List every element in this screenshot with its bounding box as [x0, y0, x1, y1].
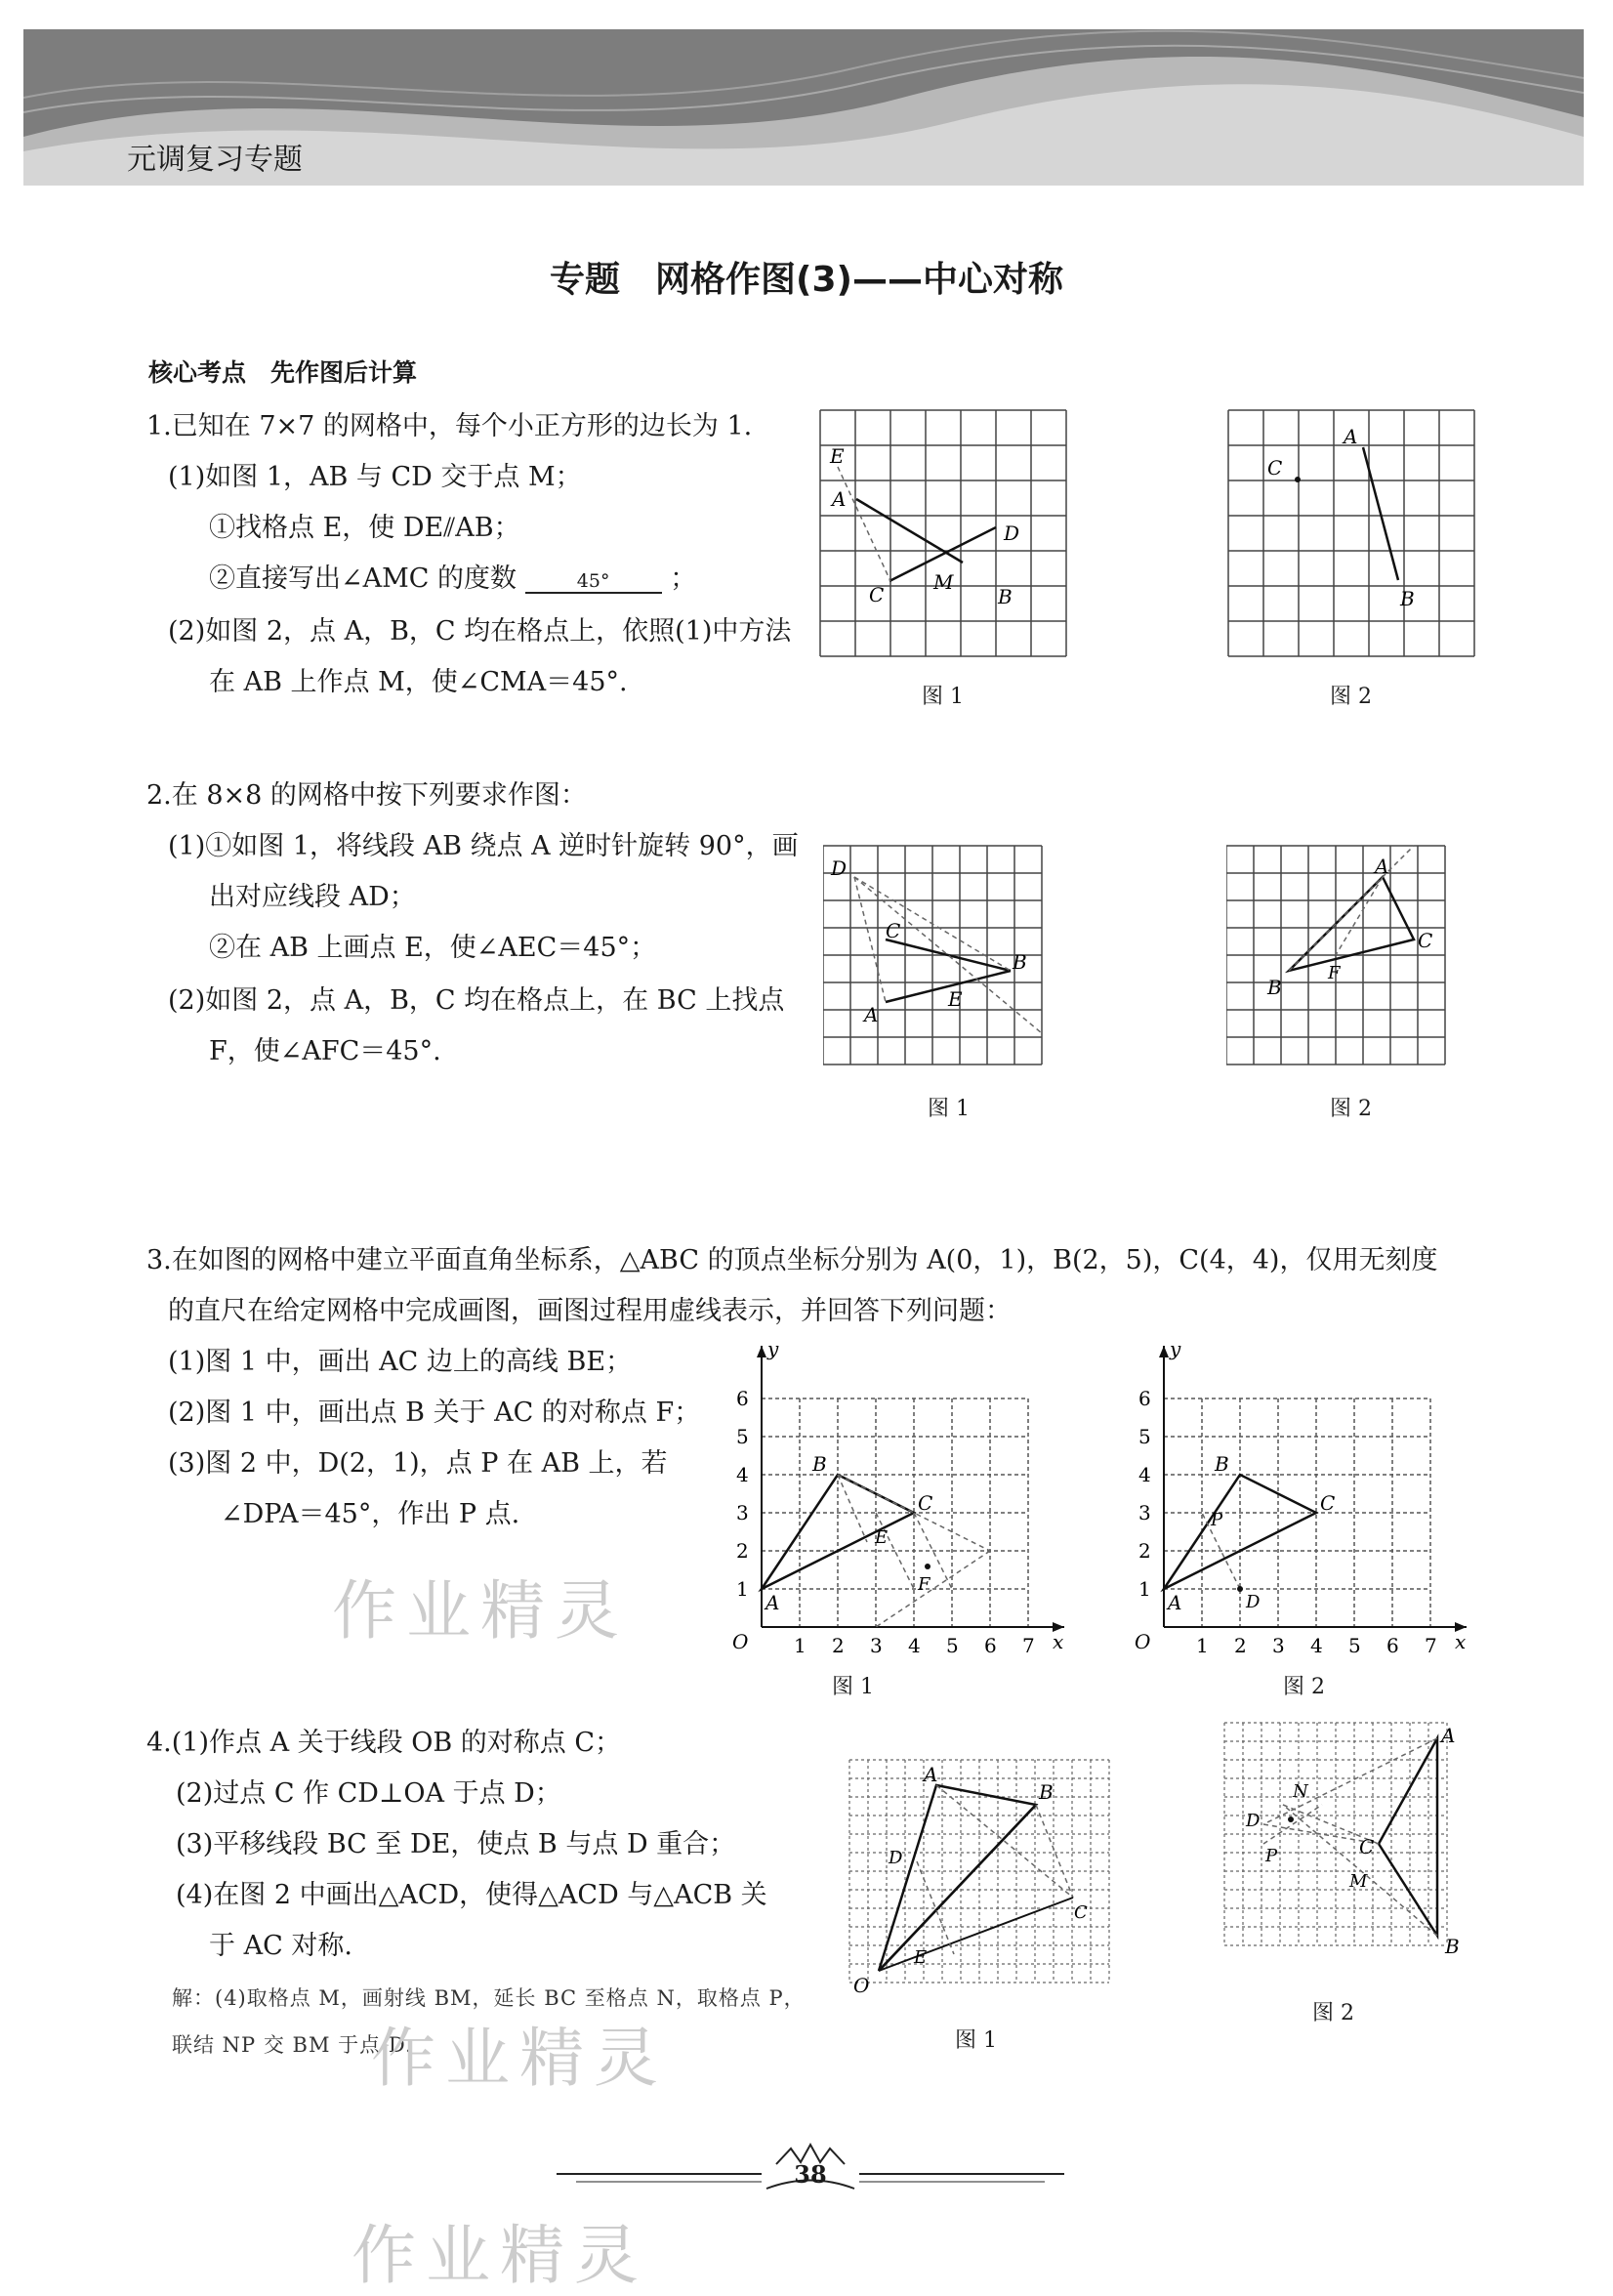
- q1-line-2: ①找格点 E，使 DE⫽AB；: [209, 513, 520, 543]
- q2-line-2: 出对应线段 AD；: [209, 882, 416, 912]
- y-tick-label: 5: [1138, 1425, 1151, 1448]
- q2f1-label-B: B: [1013, 950, 1027, 974]
- q1f2-label-B: B: [1400, 587, 1415, 610]
- q4-line-3: (4)在图 2 中画出△ACD，使得△ACD 与△ACB 关: [176, 1880, 767, 1910]
- q4-fig1-caption: 图 1: [955, 2028, 997, 2053]
- q3f1-label-C: C: [918, 1491, 933, 1515]
- q2f2-label-A: A: [1375, 855, 1389, 878]
- x-tick-label: 5: [946, 1634, 959, 1656]
- q1f1-label-D: D: [1004, 522, 1020, 545]
- x-tick-label: 7: [1425, 1634, 1437, 1656]
- q3f2-origin: O: [1135, 1630, 1151, 1653]
- x-tick-label: 3: [1272, 1634, 1285, 1656]
- x-tick-label: 1: [1196, 1634, 1209, 1656]
- q3f2-label-D: D: [1246, 1592, 1261, 1612]
- q4f2-label-P: P: [1265, 1846, 1278, 1866]
- q2-line-0: 2.在 8×8 的网格中按下列要求作图：: [146, 780, 587, 811]
- q4-fig2-caption: 图 2: [1312, 2001, 1354, 2025]
- q3f2-axis-y: y: [1170, 1337, 1181, 1360]
- x-tick-label: 2: [1234, 1634, 1247, 1656]
- q2f1-label-E: E: [948, 987, 963, 1011]
- y-tick-label: 1: [736, 1577, 749, 1601]
- y-tick-label: 2: [736, 1539, 749, 1563]
- q1f1-label-C: C: [869, 583, 885, 606]
- q1f2-label-A: A: [1344, 425, 1358, 448]
- q3-fig1-caption: 图 1: [832, 1675, 874, 1699]
- q3-line-0: 3.在如图的网格中建立平面直角坐标系，△ABC 的顶点坐标分别为 A(0，1)，B(2，5)，C(4，4)，仅用无刻度: [146, 1245, 1438, 1275]
- y-tick-label: 6: [736, 1387, 749, 1410]
- q1-fig2-caption: 图 2: [1330, 685, 1372, 709]
- page-title: 专题 网格作图(3)——中心对称: [550, 260, 1063, 300]
- q4-line-1: (2)过点 C 作 CD⊥OA 于点 D；: [176, 1778, 561, 1809]
- q2-figure-1: [823, 826, 1073, 1076]
- y-tick-label: 2: [1138, 1539, 1151, 1563]
- header-label: 元调复习专题: [127, 143, 303, 177]
- q4f2-label-M: M: [1349, 1871, 1368, 1892]
- q4f2-label-B: B: [1445, 1935, 1460, 1958]
- q3f1-label-F: F: [918, 1574, 931, 1595]
- q4f1-label-B: B: [1039, 1780, 1054, 1804]
- q1-figure-1: [818, 408, 1068, 658]
- x-tick-label: 3: [870, 1634, 883, 1656]
- q1f2-point-C: [1295, 477, 1301, 482]
- q3-fig2-caption: 图 2: [1283, 1675, 1325, 1699]
- q4f1-label-D: D: [889, 1848, 903, 1868]
- q1-fig1-caption: 图 1: [922, 685, 964, 709]
- y-tick-label: 3: [736, 1501, 749, 1524]
- q2f1-label-A: A: [864, 1003, 879, 1026]
- x-tick-label: 7: [1022, 1634, 1035, 1656]
- q2f1-label-D: D: [831, 856, 848, 880]
- q3f2-label-A: A: [1168, 1591, 1182, 1614]
- q1-line-1: (1)如图 1，AB 与 CD 交于点 M；: [168, 462, 582, 492]
- q2-figure-2: [1226, 826, 1476, 1076]
- x-tick-label: 6: [1386, 1634, 1399, 1656]
- q1-line-3: [209, 557, 696, 595]
- q3f2-label-B: B: [1215, 1452, 1229, 1476]
- q3-line-1: 的直尺在给定网格中完成画图，画图过程用虚线表示，并回答下列问题：: [168, 1296, 1012, 1326]
- watermark-2: 作业精灵: [371, 2021, 668, 2096]
- x-tick-label: 1: [794, 1634, 806, 1656]
- q4f2-label-C: C: [1359, 1835, 1375, 1858]
- q4-line-4: 于 AC 对称.: [209, 1931, 352, 1961]
- q1f1-label-B: B: [998, 585, 1013, 608]
- y-tick-label: 4: [1138, 1463, 1151, 1486]
- y-tick-label: 3: [1138, 1501, 1151, 1524]
- q3-line-3: (2)图 1 中，画出点 B 关于 AC 的对称点 F；: [168, 1398, 701, 1428]
- q3-line-2: (1)图 1 中，画出 AC 边上的高线 BE；: [168, 1347, 633, 1377]
- q4f1-label-E: E: [914, 1947, 928, 1968]
- watermark-3: 作业精灵: [352, 2218, 648, 2293]
- q1f1-label-A: A: [832, 487, 847, 511]
- q4f2-label-N: N: [1293, 1781, 1308, 1802]
- watermark-1: 作业精灵: [332, 1573, 629, 1649]
- q2f2-label-F: F: [1328, 963, 1341, 983]
- q3-line-5: ∠DPA＝45°，作出 P 点.: [221, 1499, 520, 1529]
- x-tick-label: 4: [908, 1634, 921, 1656]
- y-tick-label: 1: [1138, 1577, 1151, 1601]
- q4-solution-1: 联结 NP 交 BM 于点 D.: [172, 2033, 413, 2057]
- q4-figure-1: [844, 1754, 1129, 1998]
- q4f1-label-A: A: [924, 1763, 938, 1786]
- q4f2-label-D: D: [1246, 1811, 1261, 1831]
- q3f2-axis-x: x: [1455, 1630, 1467, 1653]
- x-tick-label: 5: [1348, 1634, 1361, 1656]
- q1-line-0: 1.已知在 7×7 的网格中，每个小正方形的边长为 1.: [146, 411, 753, 441]
- q1f1-label-E: E: [830, 444, 845, 468]
- q1-figure-2: [1226, 408, 1476, 658]
- q3f1-label-B: B: [812, 1452, 827, 1476]
- q2f1-label-C: C: [886, 919, 901, 942]
- q2-line-1: (1)①如图 1，将线段 AB 绕点 A 逆时针旋转 90°，画: [168, 831, 799, 861]
- q1-line-5: (2)如图 2，点 A，B，C 均在格点上，依照(1)中方法: [168, 616, 792, 647]
- y-tick-label: 6: [1138, 1387, 1151, 1410]
- q3-line-4: (3)图 2 中，D(2，1)，点 P 在 AB 上，若: [168, 1448, 668, 1479]
- section-heading: 核心考点 先作图后计算: [148, 358, 418, 387]
- q1f1-label-M: M: [933, 570, 954, 594]
- q2-line-5: F，使∠AFC＝45°.: [209, 1036, 441, 1066]
- q1-line-3-text: ②直接写出∠AMC 的度数: [209, 564, 517, 594]
- q3f1-label-E: E: [875, 1527, 889, 1548]
- q3f1-axis-x: x: [1053, 1630, 1064, 1653]
- y-tick-label: 4: [736, 1463, 749, 1486]
- page-number: 38: [794, 2160, 827, 2189]
- q4-line-0: 4.(1)作点 A 关于线段 OB 的对称点 C；: [146, 1728, 622, 1758]
- q4-solution-0: 解：(4)取格点 M，画射线 BM，延长 BC 至格点 N，取格点 P，: [172, 1986, 806, 2010]
- q3f1-axis-y: y: [767, 1337, 779, 1360]
- q1-answer-blank: 45°: [525, 570, 662, 594]
- q3-figure-1: [723, 1334, 1074, 1656]
- q3f1-origin: O: [732, 1630, 749, 1653]
- q1f2-label-C: C: [1267, 456, 1283, 480]
- x-tick-label: 2: [832, 1634, 845, 1656]
- q4f2-label-A: A: [1441, 1724, 1456, 1747]
- y-tick-label: 5: [736, 1425, 749, 1448]
- q4-figure-2: [1220, 1719, 1478, 1963]
- q4f1-label-C: C: [1074, 1902, 1088, 1923]
- x-tick-label: 6: [984, 1634, 997, 1656]
- q2-fig1-caption: 图 1: [928, 1097, 970, 1121]
- q1-line-6: 在 AB 上作点 M，使∠CMA＝45°.: [209, 667, 628, 697]
- q4f1-label-O: O: [853, 1974, 870, 1997]
- q3f2-label-P: P: [1211, 1510, 1223, 1530]
- q3-figure-2: [1125, 1334, 1476, 1656]
- x-tick-label: 4: [1310, 1634, 1323, 1656]
- q2-fig2-caption: 图 2: [1330, 1097, 1372, 1121]
- q2-line-3: ②在 AB 上画点 E，使∠AEC＝45°；: [209, 933, 657, 963]
- q3f2-label-C: C: [1320, 1491, 1336, 1515]
- q2-line-4: (2)如图 2，点 A，B，C 均在格点上，在 BC 上找点: [168, 985, 785, 1016]
- q2f2-label-C: C: [1418, 929, 1433, 952]
- q3f1-label-A: A: [765, 1591, 780, 1614]
- q2f2-label-B: B: [1267, 976, 1282, 999]
- q4-line-2: (3)平移线段 BC 至 DE，使点 B 与点 D 重合；: [176, 1829, 736, 1859]
- q1-line-3-end: ；: [670, 564, 697, 594]
